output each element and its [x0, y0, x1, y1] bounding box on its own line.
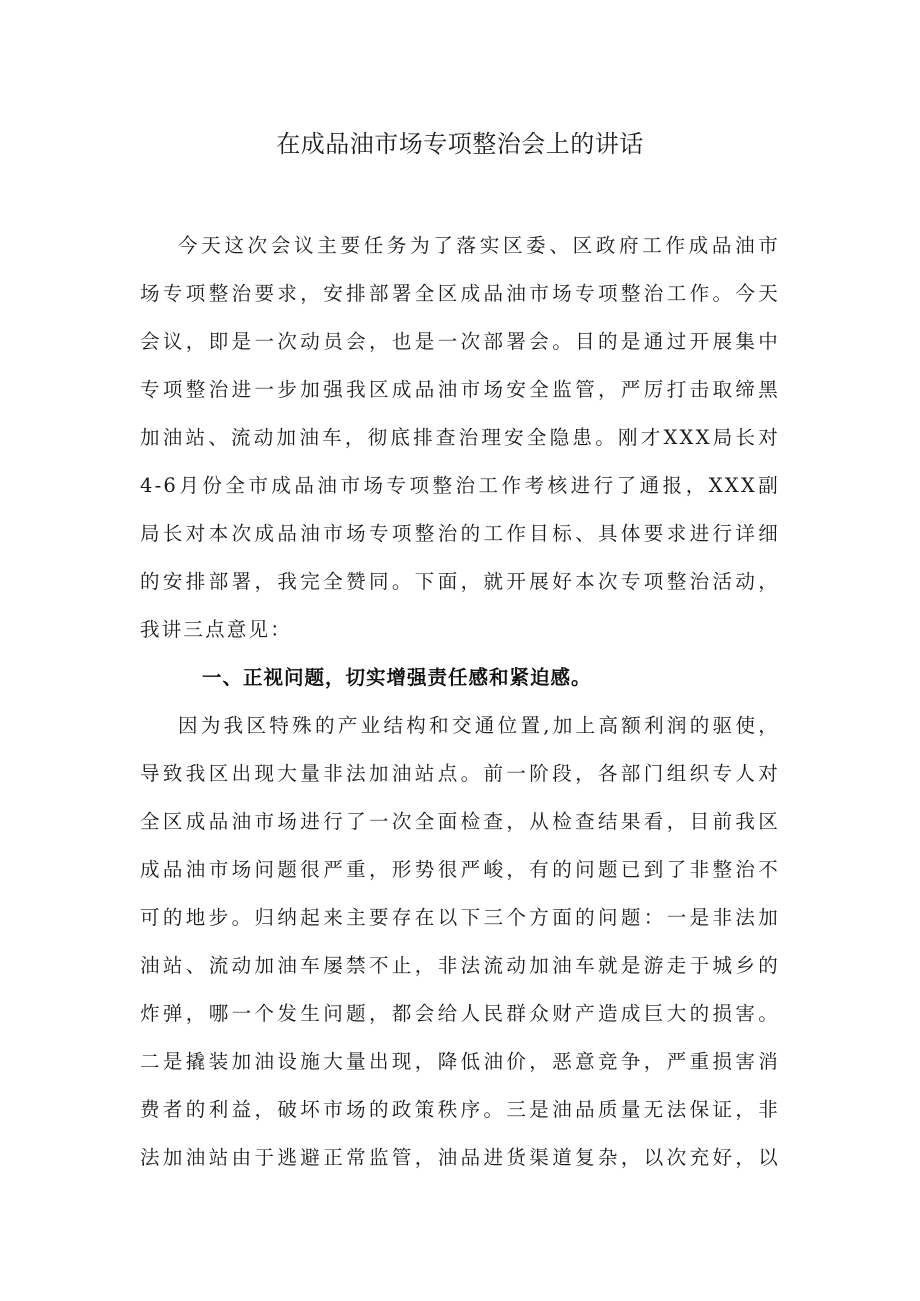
paragraph-problems [140, 702, 780, 1182]
paragraph-line: 局长对本次成品油市场专项整治的工作目标、具体要求进行详细 [140, 522, 780, 545]
paragraph-line: 场专项整治要求，安排部署全区成品油市场专项整治工作。今天 [140, 282, 780, 305]
paragraph-line: 炸弹，哪一个发生问题，都会给人民群众财产造成巨大的损害。 [140, 1002, 780, 1025]
paragraph-line: 专项整治进一步加强我区成品油市场安全监管，严厉打击取缔黑 [140, 378, 780, 401]
paragraph-line: 油站、流动加油车屡禁不止，非法流动加油车就是游走于城乡的 [140, 954, 780, 977]
paragraph-line: 可的地步。归纳起来主要存在以下三个方面的问题：一是非法加 [140, 906, 780, 929]
paragraph-line: 我讲三点意见： [140, 618, 292, 641]
paragraph-line: 4-6月份全市成品油市场专项整治工作考核进行了通报，XXX副 [140, 474, 780, 497]
paragraph-line: 费者的利益，破坏市场的政策秩序。三是油品质量无法保证，非 [140, 1098, 780, 1121]
section-heading: 一、正视问题，切实增强责任感和紧迫感。 [202, 666, 592, 689]
paragraph-line: 全区成品油市场进行了一次全面检查，从检查结果看，目前我区 [140, 810, 780, 833]
paragraph-line: 因为我区特殊的产业结构和交通位置,加上高额利润的驱使， [178, 714, 780, 737]
paragraph-line: 今天这次会议主要任务为了落实区委、区政府工作成品油市 [178, 234, 780, 257]
paragraph-line: 法加油站由于逃避正常监管，油品进货渠道复杂，以次充好，以 [140, 1146, 780, 1169]
paragraph-line: 成品油市场问题很严重，形势很严峻，有的问题已到了非整治不 [140, 858, 780, 881]
document-title: 在成品油市场专项整治会上的讲话 [276, 130, 644, 158]
paragraph-line: 的安排部署，我完全赞同。下面，就开展好本次专项整治活动， [140, 570, 780, 593]
paragraph-line: 会议，即是一次动员会，也是一次部署会。目的是通过开展集中 [140, 330, 780, 353]
paragraph-line: 加油站、流动加油车，彻底排查治理安全隐患。刚才XXX局长对 [140, 426, 780, 449]
paragraph-intro [140, 222, 780, 654]
paragraph-line: 导致我区出现大量非法加油站点。前一阶段，各部门组织专人对 [140, 762, 780, 785]
paragraph-line: 二是撬装加油设施大量出现，降低油价，恶意竞争，严重损害消 [140, 1050, 780, 1073]
document-body [140, 222, 780, 1182]
